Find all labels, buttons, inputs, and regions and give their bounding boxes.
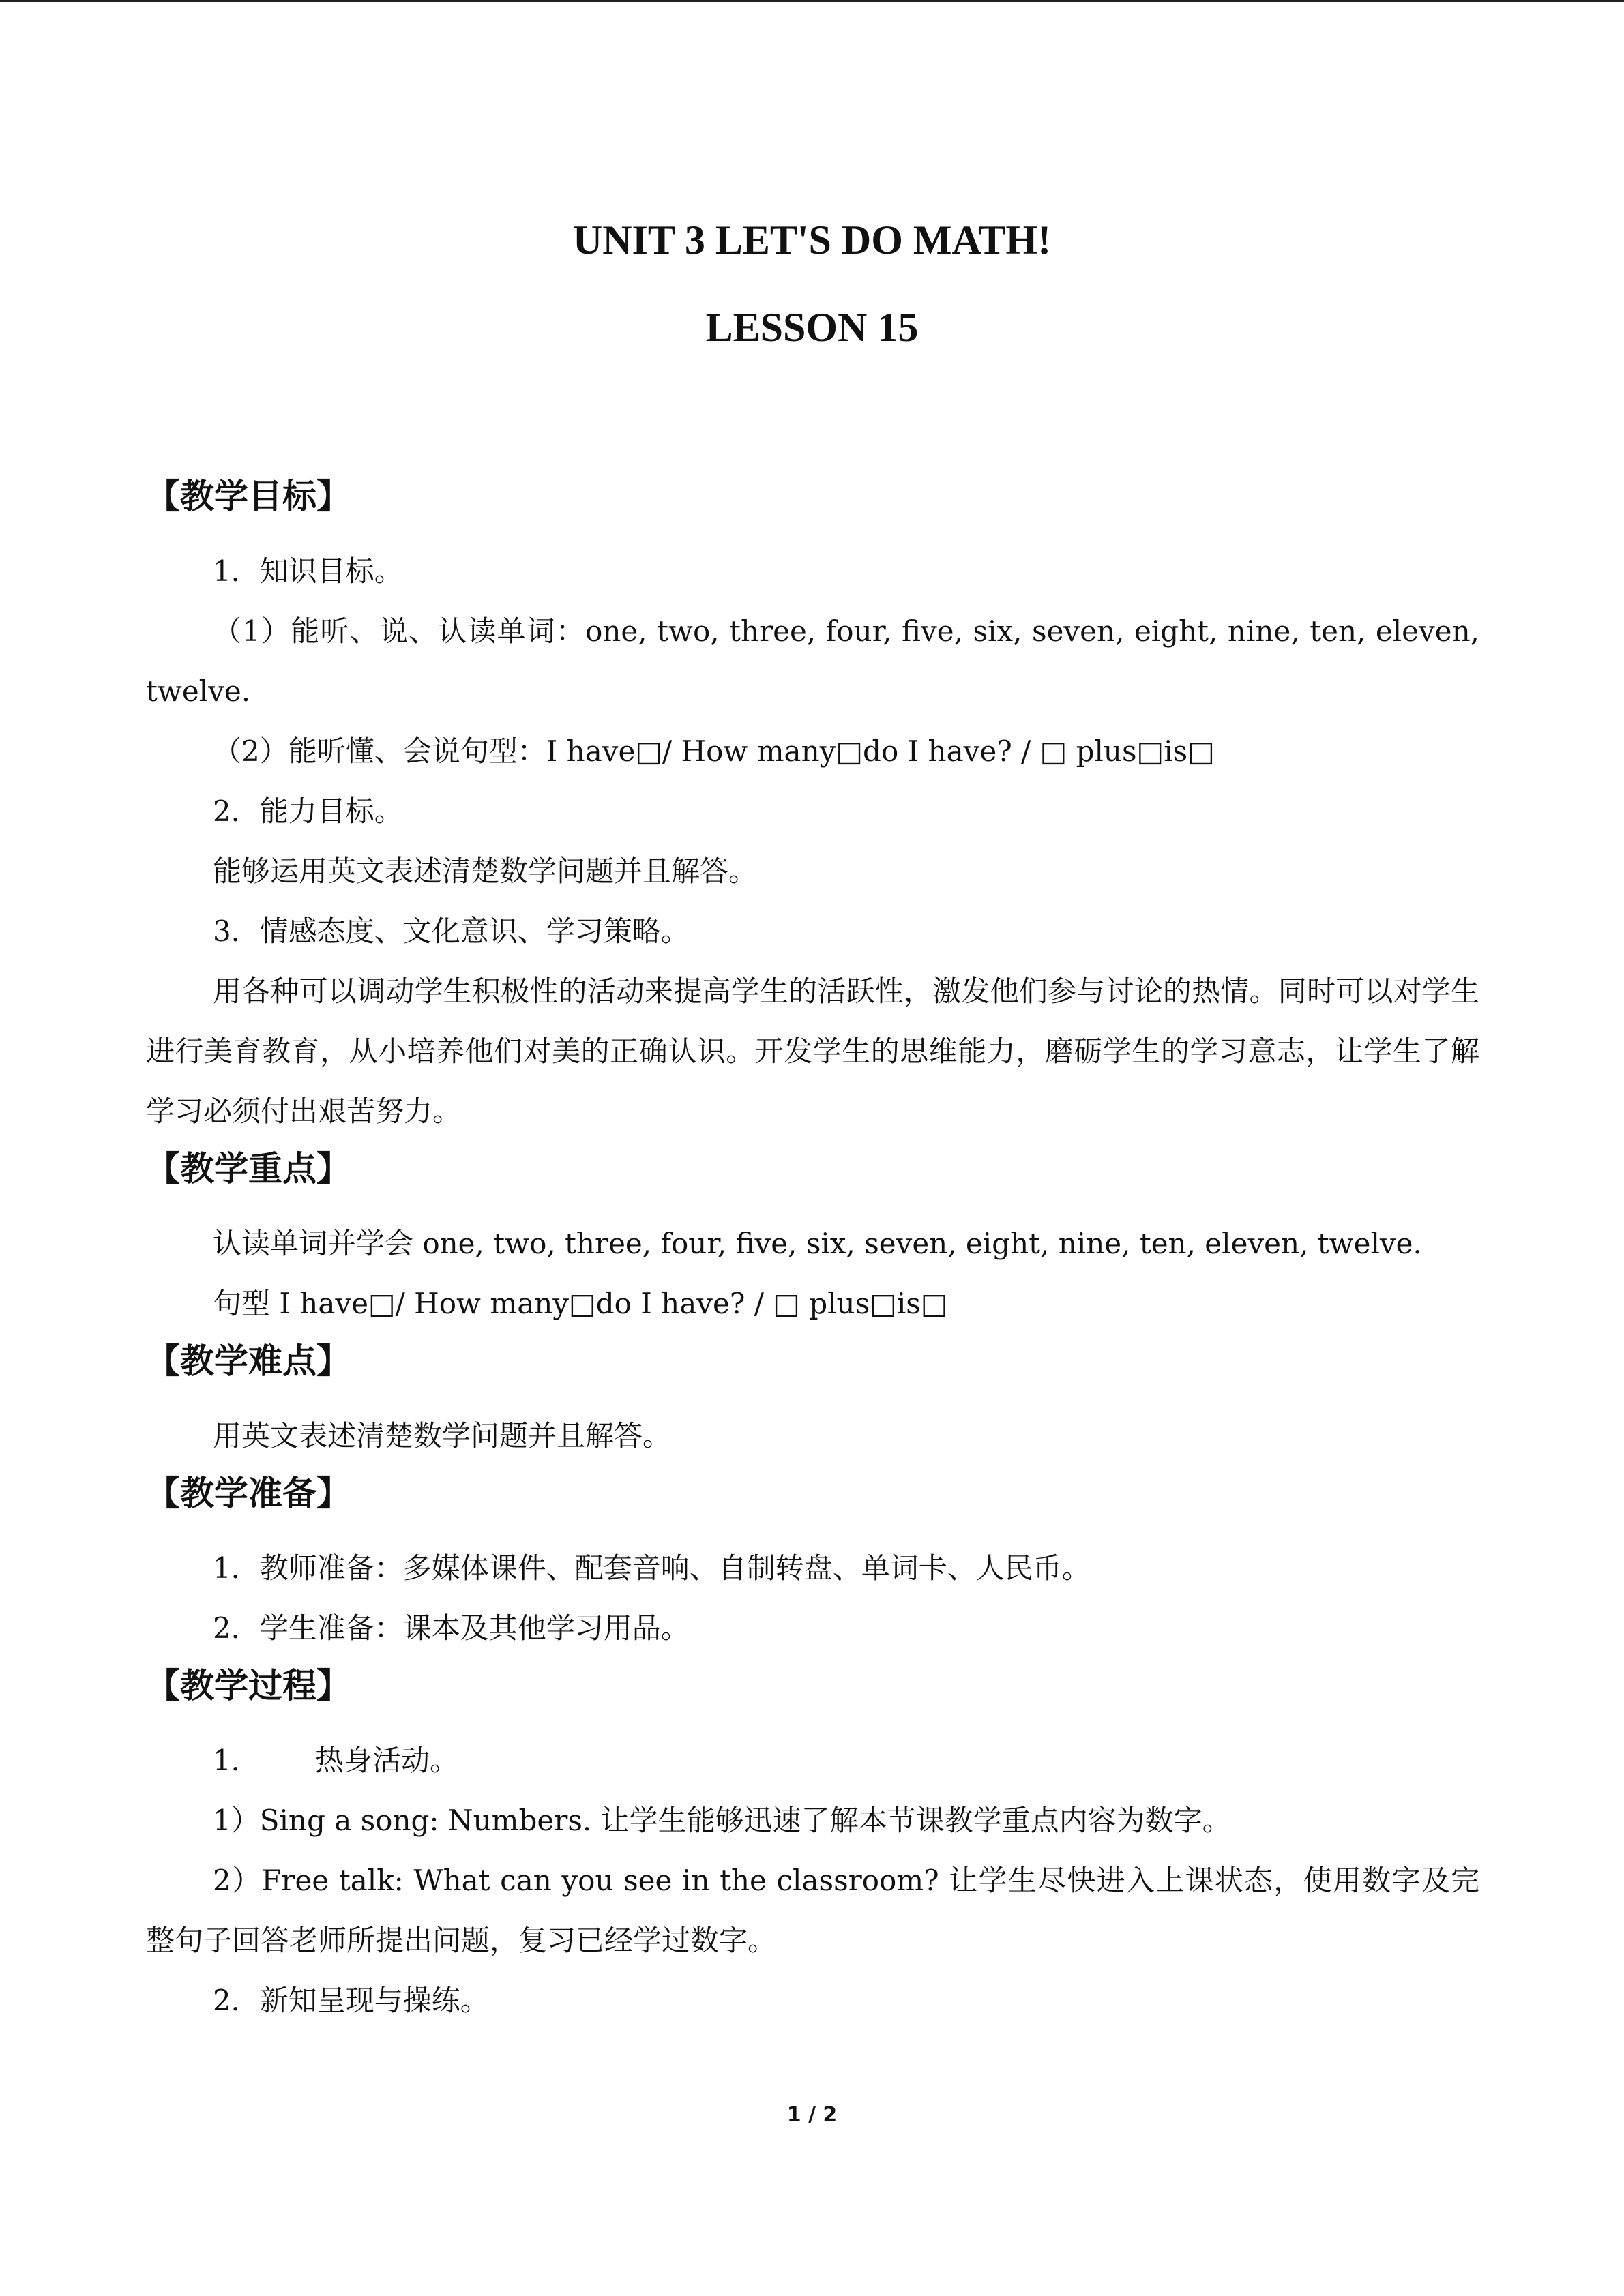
objectives-line-attitude: 3．情感态度、文化意识、学习策略。 <box>213 914 690 948</box>
process-item-text: 热身活动。 <box>315 1744 459 1777</box>
section-heading-key-points: 【教学重点】 <box>146 1149 351 1189</box>
section-difficulties <box>146 1334 1479 1466</box>
objectives-line-sentences: （2）能听懂、会说句型：I have□/ How many□do I have? / □ plus□is□ <box>213 734 1215 768</box>
section-heading-difficulties: 【教学难点】 <box>146 1341 351 1381</box>
objectives-line-ability: 2．能力目标。 <box>213 794 403 828</box>
objectives-line-ability-detail: 能够运用英文表述清楚数学问题并且解答。 <box>213 854 758 888</box>
preparation-line-teacher: 1．教师准备：多媒体课件、配套音响、自制转盘、单词卡、人民币。 <box>213 1551 1091 1585</box>
key-points-line-sentences: 句型 I have□/ How many□do I have? / □ plus□is□ <box>213 1287 948 1320</box>
preparation-line-student: 2．学生准备：课本及其他学习用品。 <box>213 1611 690 1645</box>
process-item-warmup <box>146 1731 1479 1791</box>
section-heading-objectives: 【教学目标】 <box>146 477 351 516</box>
key-points-line-words: 认读单词并学会 one, two, three, four, five, six, seven, eight, nine, ten, eleven, twelve. <box>213 1227 1422 1260</box>
section-preparation <box>146 1466 1479 1658</box>
section-heading-process: 【教学过程】 <box>146 1666 351 1705</box>
process-line-sing-song: 1）Sing a song: Numbers. 让学生能够迅速了解本节课教学重点内容为数字。 <box>213 1804 1231 1837</box>
page-number: 1 / 2 <box>786 2103 838 2127</box>
section-process <box>146 1658 1479 2031</box>
objectives-line-attitude-detail: 用各种可以调动学生积极性的活动来提高学生的活跃性，激发他们参与讨论的热情。同时可以对学生进行美育教育，从小培养他们对美的正确认识。开发学生的思维能力，磨砺学生的学习意志，让学生了解学习必须付出艰苦努力。 <box>146 974 1479 1128</box>
objectives-line-vocabulary: （1）能听、说、认读单词：one, two, three, four, five, six, seven, eight, nine, ten, eleven, twelve. <box>146 614 1479 708</box>
objectives-line-knowledge: 1．知识目标。 <box>213 554 403 588</box>
section-objectives <box>146 469 1479 1142</box>
section-key-points <box>146 1142 1479 1334</box>
unit-title: UNIT 3 LET'S DO MATH! <box>572 218 1052 263</box>
difficulties-line: 用英文表述清楚数学问题并且解答。 <box>213 1419 672 1452</box>
document-body <box>146 469 1479 2031</box>
process-line-free-talk: 2）Free talk: What can you see in the classroom? 让学生尽快进入上课状态，使用数字及完整句子回答老师所提出问题，复习已经学过数字。 <box>146 1864 1479 1957</box>
process-line-new-knowledge: 2．新知呈现与操练。 <box>213 1984 489 2017</box>
section-heading-preparation: 【教学准备】 <box>146 1474 351 1513</box>
process-item-number: 1． <box>213 1744 260 1777</box>
lesson-title: LESSON 15 <box>705 305 919 350</box>
